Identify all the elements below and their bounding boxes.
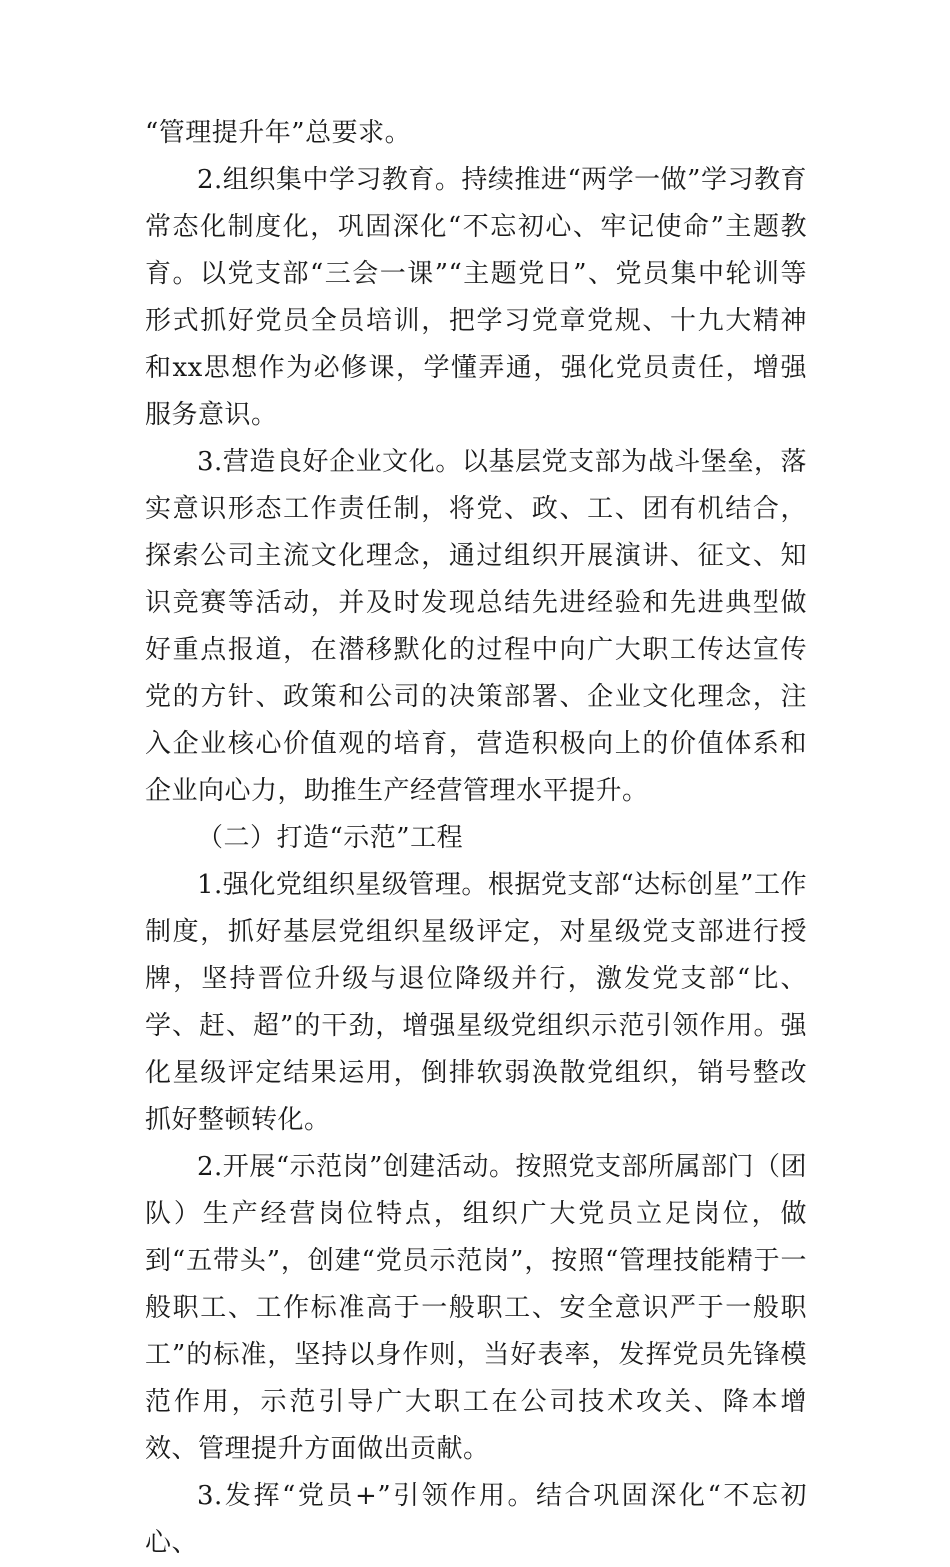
paragraph-model-post: 2.开展“示范岗”创建活动。按照党支部所属部门（团队）生产经营岗位特点，组织广大党员立足岗位，做到“五带头”，创建“党员示范岗”，按照“管理技能精于一般职工、工作标准高于一般职工、安全意识严于一般职工”的标准，坚持以身作则，当好表率，发挥党员先锋模范作用，示范引导广大职工在公司技术攻关、降本增效、管理提升方面做出贡献。 (145, 1152, 807, 1464)
paragraph-party-member-plus: 3.发挥“党员+”引领作用。结合巩固深化“不忘初心、 (145, 1481, 807, 1558)
paragraph-star-management: 1.强化党组织星级管理。根据党支部“达标创星”工作制度，抓好基层党组织星级评定，对星级党支部进行授牌，坚持晋位升级与退位降级并行，激发党支部“比、学、赶、超”的干劲，增强星级党组织示范引领作用。强化星级评定结果运用，倒排软弱涣散党组织，销号整改抓好整顿转化。 (145, 870, 807, 1135)
paragraph-continuation: “管理提升年”总要求。 (145, 118, 412, 148)
section-heading-demonstration: （二）打造“示范”工程 (197, 823, 464, 853)
paragraph-study-education: 2.组织集中学习教育。持续推进“两学一做”学习教育常态化制度化，巩固深化“不忘初心、牢记使命”主题教育。以党支部“三会一课”“主题党日”、党员集中轮训等形式抓好党员全员培训，把学习党章党规、十九大精神和xx思想作为必修课，学懂弄通，强化党员责任，增强服务意识。 (145, 165, 807, 430)
paragraph-corporate-culture: 3.营造良好企业文化。以基层党支部为战斗堡垒，落实意识形态工作责任制，将党、政、工、团有机结合，探索公司主流文化理念，通过组织开展演讲、征文、知识竞赛等活动，并及时发现总结先进经验和先进典型做好重点报道，在潜移默化的过程中向广大职工传达宣传党的方针、政策和公司的决策部署、企业文化理念，注入企业核心价值观的培育，营造积极向上的价值体系和企业向心力，助推生产经营管理水平提升。 (145, 447, 807, 806)
document-body (145, 110, 807, 1567)
